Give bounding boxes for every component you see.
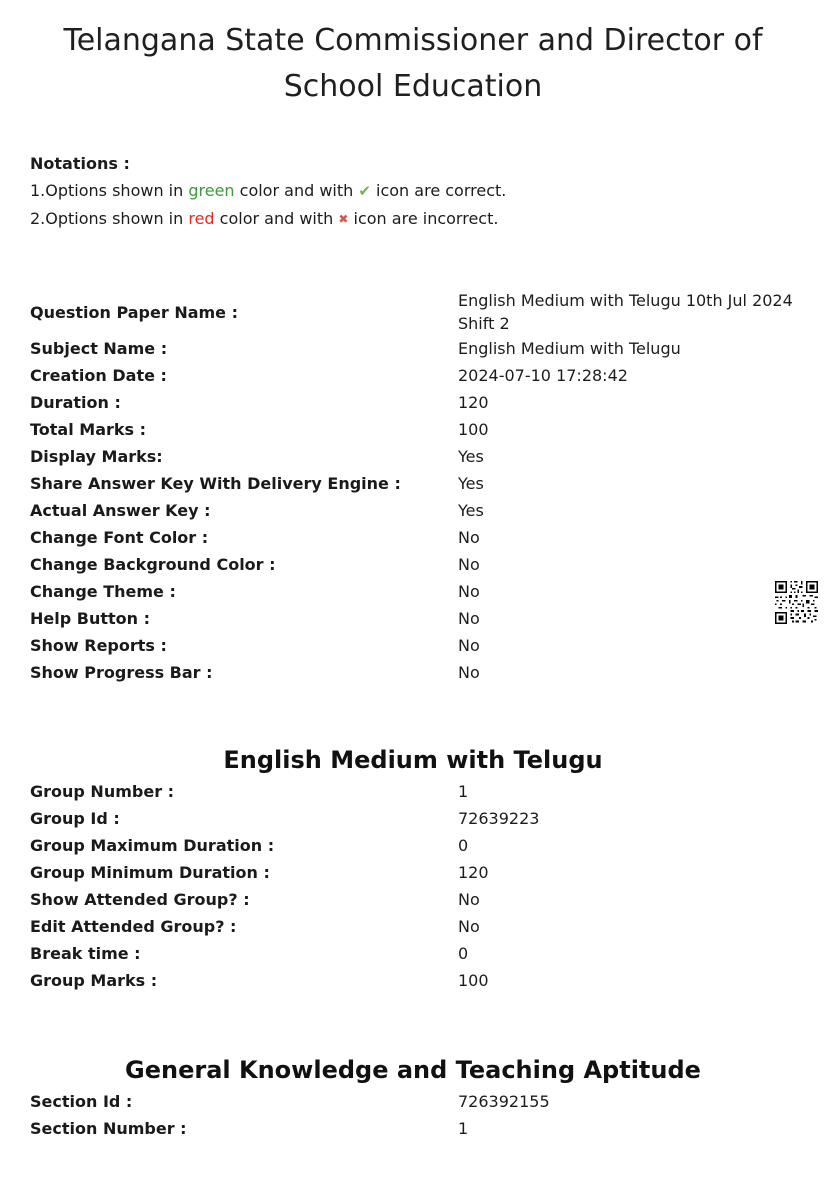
exam-section-properties (30, 1088, 826, 1142)
property-value: Yes (458, 474, 484, 493)
property-label: Actual Answer Key : (30, 501, 211, 520)
property-label: Group Marks : (30, 971, 158, 990)
property-value: 2024-07-10 17:28:42 (458, 366, 628, 385)
property-label: Change Theme : (30, 582, 176, 601)
cross-icon: ✖ (338, 212, 349, 226)
property-row (30, 551, 826, 578)
property-row (30, 1115, 826, 1142)
property-value: 120 (458, 863, 489, 882)
property-value: 100 (458, 420, 489, 439)
property-label: Group Number : (30, 782, 175, 801)
property-label: Group Maximum Duration : (30, 836, 275, 855)
property-value: 1 (458, 782, 469, 801)
property-label: Section Number : (30, 1119, 187, 1138)
property-row (30, 470, 826, 497)
property-row (30, 659, 826, 686)
property-value: 120 (458, 393, 489, 412)
notation-text: icon are correct. (370, 181, 507, 200)
property-value: 726392155 (458, 1092, 550, 1111)
property-label: Share Answer Key With Delivery Engine : (30, 474, 401, 493)
group-properties (30, 778, 826, 994)
property-row (30, 1088, 826, 1115)
property-row (30, 832, 826, 859)
property-label: Show Progress Bar : (30, 663, 213, 682)
property-row (30, 497, 826, 524)
property-value: Yes (458, 447, 484, 466)
color-word-red: red (188, 209, 215, 228)
property-label: Duration : (30, 393, 121, 412)
property-value: No (458, 636, 480, 655)
property-row (30, 859, 826, 886)
exam-section-heading: General Knowledge and Teaching Aptitude (125, 1056, 701, 1084)
property-row (30, 389, 826, 416)
property-label: Subject Name : (30, 339, 168, 358)
property-label: Show Attended Group? : (30, 890, 250, 909)
property-row (30, 967, 826, 994)
property-value: English Medium with Telugu 10th Jul 2024 Shift 2 (458, 291, 793, 333)
property-value: No (458, 663, 480, 682)
property-label: Change Background Color : (30, 555, 276, 574)
property-value: English Medium with Telugu (458, 339, 681, 358)
notation-text: color and with (214, 209, 339, 228)
qr-code (775, 580, 818, 625)
property-value: 1 (458, 1119, 469, 1138)
property-value: 72639223 (458, 809, 540, 828)
property-value: No (458, 528, 480, 547)
property-label: Section Id : (30, 1092, 133, 1111)
property-row (30, 362, 826, 389)
notation-text: 2.Options shown in (30, 209, 189, 228)
property-value: No (458, 582, 480, 601)
property-value: 100 (458, 971, 489, 990)
property-label: Display Marks: (30, 447, 163, 466)
property-label: Group Id : (30, 809, 120, 828)
notation-text: 1.Options shown in (30, 181, 189, 200)
property-value: No (458, 917, 480, 936)
property-row (30, 578, 826, 605)
notation-text: color and with (234, 181, 359, 200)
property-row (30, 605, 826, 632)
property-row (30, 335, 826, 362)
property-row (30, 778, 826, 805)
page-title: Telangana State Commissioner and Director of School Education (63, 23, 763, 104)
property-row (30, 289, 826, 335)
property-label: Total Marks : (30, 420, 147, 439)
group-heading: English Medium with Telugu (223, 746, 603, 774)
property-row (30, 940, 826, 967)
paper-properties (30, 289, 826, 686)
property-value: 0 (458, 836, 469, 855)
property-label: Question Paper Name : (30, 302, 238, 322)
property-label: Show Reports : (30, 636, 167, 655)
property-row (30, 913, 826, 940)
property-label: Group Minimum Duration : (30, 863, 270, 882)
property-value: No (458, 555, 480, 574)
property-row (30, 524, 826, 551)
property-value: Yes (458, 501, 484, 520)
notation-text: icon are incorrect. (348, 209, 499, 228)
property-row (30, 632, 826, 659)
color-word-green: green (188, 181, 235, 200)
notation-item-correct (30, 177, 826, 205)
property-value: No (458, 609, 480, 628)
notations-block (30, 150, 826, 233)
check-icon: ✔ (358, 182, 371, 200)
property-label: Break time : (30, 944, 141, 963)
property-row (30, 416, 826, 443)
property-value: 0 (458, 944, 469, 963)
property-label: Change Font Color : (30, 528, 209, 547)
property-row (30, 805, 826, 832)
notation-item-incorrect (30, 205, 826, 233)
notations-heading: Notations : (30, 154, 130, 173)
property-row (30, 443, 826, 470)
property-value: No (458, 890, 480, 909)
property-row (30, 886, 826, 913)
property-label: Edit Attended Group? : (30, 917, 237, 936)
property-label: Help Button : (30, 609, 150, 628)
property-label: Creation Date : (30, 366, 167, 385)
